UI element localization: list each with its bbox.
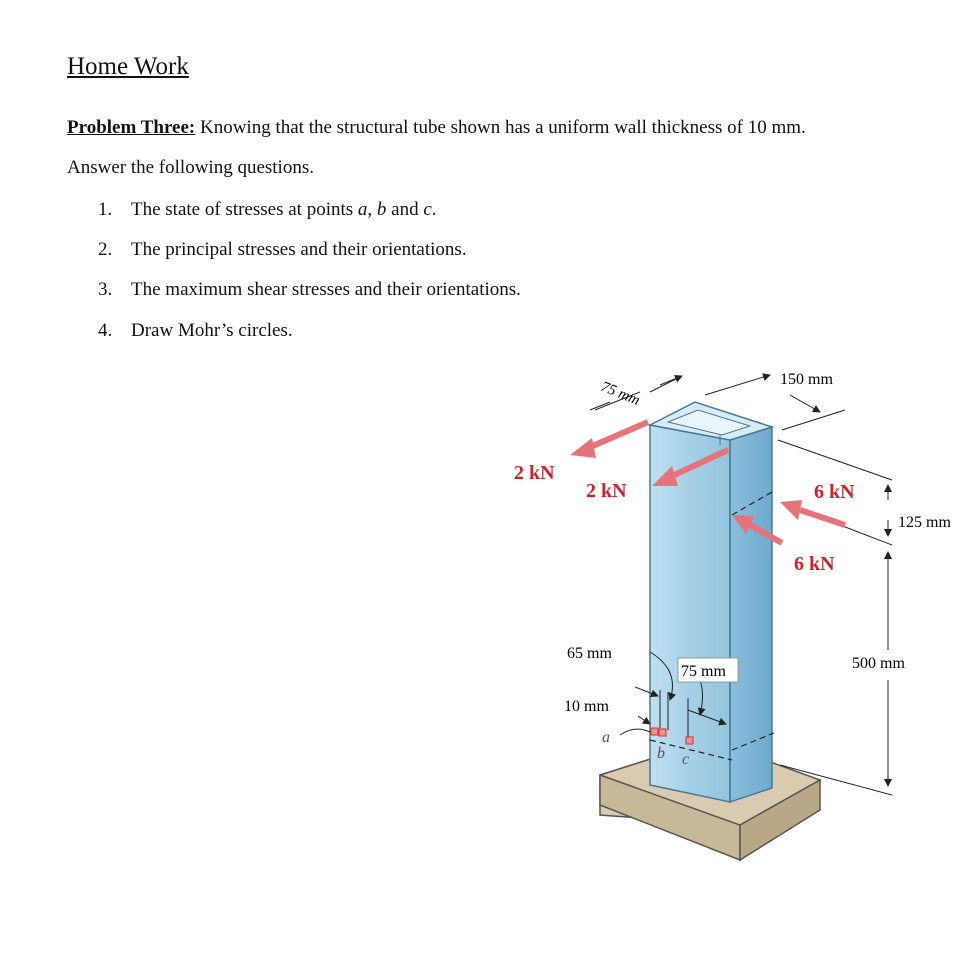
tube-side-face (730, 427, 772, 802)
dim-125: 125 mm (898, 514, 951, 531)
tube-diagram (500, 340, 968, 870)
page-title: Home Work (67, 53, 189, 80)
dim-150: 150 mm (780, 371, 833, 388)
point-c-label: c (682, 751, 690, 768)
problem-instruction: Answer the following questions. (67, 157, 314, 178)
dim-500: 500 mm (852, 655, 905, 672)
question-2: 2. The principal stresses and their orientations. (98, 239, 467, 260)
problem-statement (67, 117, 806, 139)
tube-figure (500, 340, 968, 875)
force-label-right-lower: 6 kN (794, 553, 835, 575)
question-4: 4. Draw Mohr’s circles. (98, 320, 293, 341)
dim-75-mid: 75 mm (681, 663, 726, 680)
force-label-left-outer: 2 kN (514, 462, 555, 484)
problem-text: Knowing that the structural tube shown has a uniform wall thickness of 10 mm. (195, 117, 806, 138)
point-b-label: b (657, 745, 665, 762)
force-label-left-inner: 2 kN (586, 480, 627, 502)
dim-65: 65 mm (567, 645, 612, 662)
point-a-label: a (602, 729, 610, 746)
question-3: 3. The maximum shear stresses and their orientations. (98, 279, 521, 300)
question-1: 1. The state of stresses at points a, b and c. (98, 199, 437, 220)
dim-75-top: 75 mm (598, 378, 642, 409)
dim-10: 10 mm (564, 698, 609, 715)
force-label-right-upper: 6 kN (814, 481, 855, 503)
problem-label: Problem Three: (67, 117, 196, 138)
